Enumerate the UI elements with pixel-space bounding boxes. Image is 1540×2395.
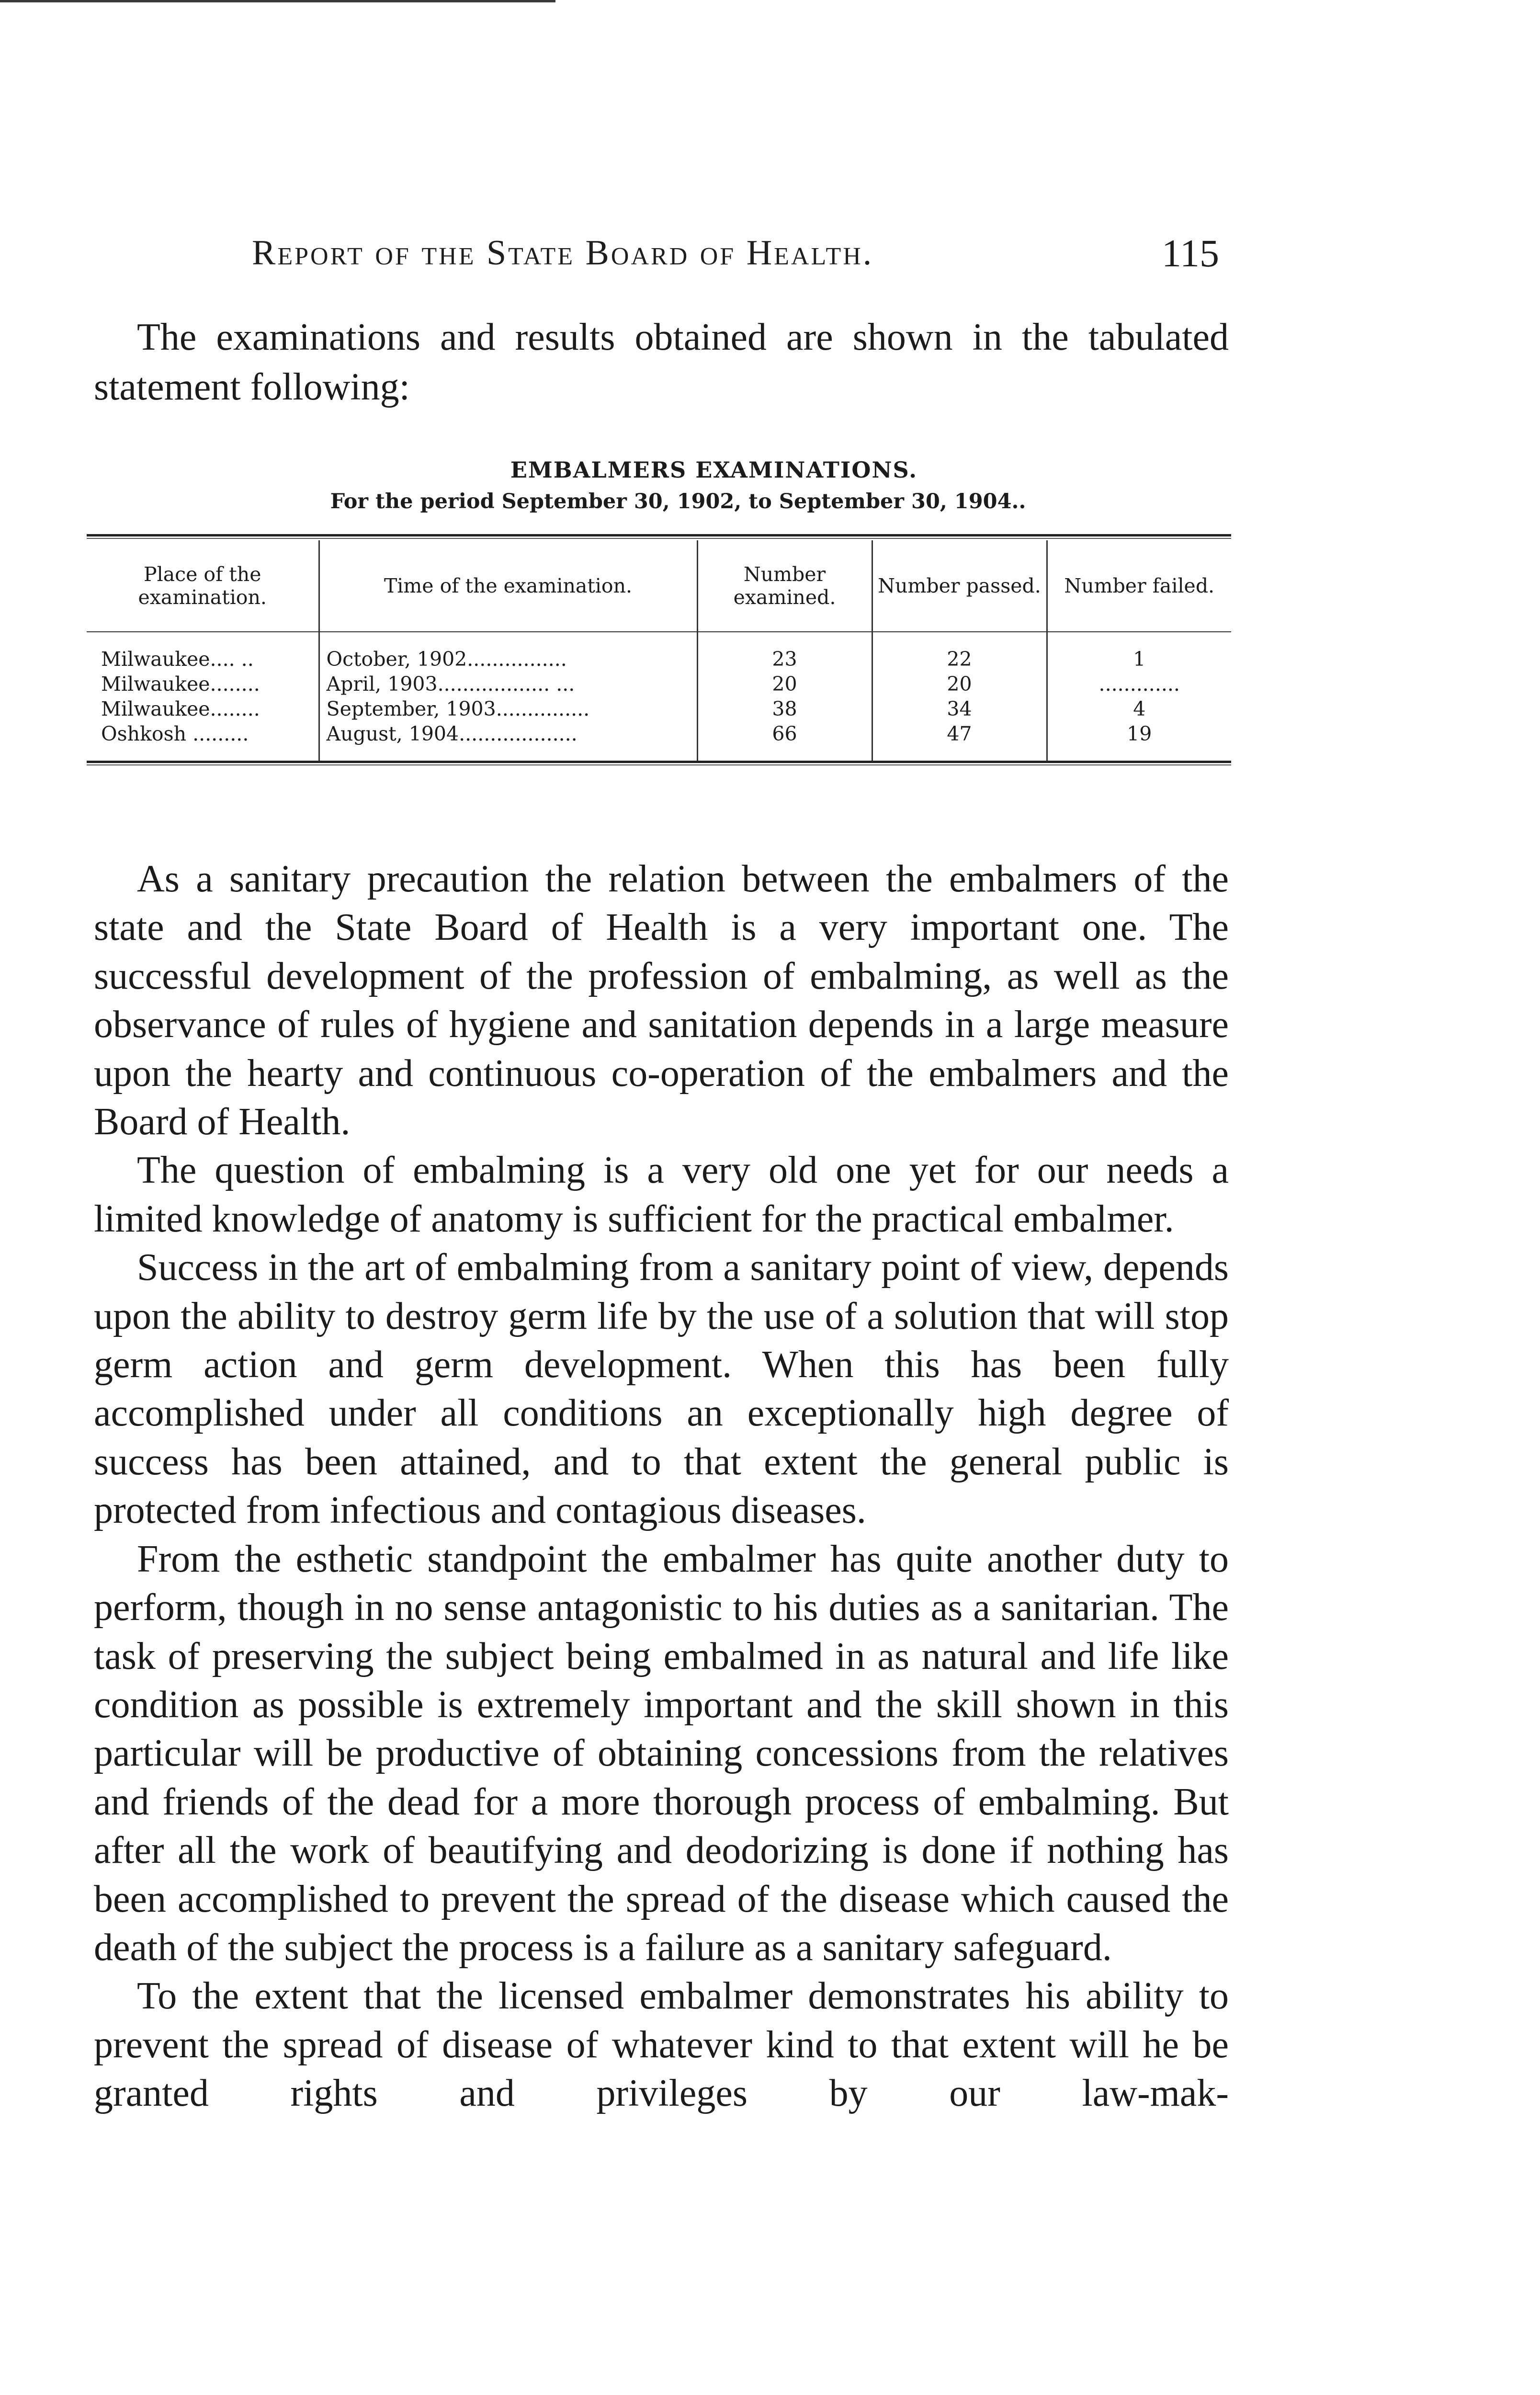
table-row (87, 672, 1231, 696)
cell-time: September, 1903............... (319, 696, 697, 721)
cell-examined: 38 (697, 696, 872, 721)
header-place: Place of the examination. (87, 540, 319, 632)
cell-failed: ............. (1047, 672, 1231, 696)
paragraph-licensed-embalmer: To the extent that the licensed embalmer demonstrates his ability to prevent the spread of disease of whatever kind to that extent will he be granted rights and privileges by our law-mak- (94, 1975, 1229, 2115)
page-number: 115 (1162, 231, 1219, 275)
table-row (87, 721, 1231, 761)
cell-place: Milwaukee........ (101, 697, 260, 720)
cell-passed: 20 (872, 672, 1047, 696)
top-edge-rule (0, 0, 555, 2)
running-title: Report of the State Board of Health. (252, 233, 874, 273)
table-subtitle: For the period September 30, 1902, to September 30, 1904.. (330, 490, 1026, 513)
table-header-row (87, 540, 1231, 632)
cell-examined: 66 (697, 721, 872, 761)
cell-place: Milwaukee.... .. (101, 648, 254, 671)
header-examined: Number examined. (697, 540, 872, 632)
paragraph-esthetic-standpoint: From the esthetic standpoint the embalmer has quite another duty to perform, though in no sense antagonistic to his duties as a sanitarian. The task of preserving the subject being embalmed in as natural and life like condition as possible is extremely important and the skill shown in this particular will be productive of obtaining concessions from the relatives and friends of the dead for a more thorough process of embalming. But after all the work of beautifying and deodorizing is done if nothing has been accomplished to prevent the spread of the disease which caused the death of the subject the process is a failure as a sanitary safeguard. (94, 1538, 1229, 1969)
cell-time: April, 1903.................. ... (319, 672, 697, 696)
table-title: EMBALMERS EXAMINATIONS. (510, 457, 918, 483)
cell-failed: 4 (1047, 696, 1231, 721)
intro-paragraph: The examinations and results obtained are shown in the tabulated statement following: (94, 316, 1229, 408)
cell-passed: 47 (872, 721, 1047, 761)
paragraph-sanitary-precaution: As a sanitary precaution the relation between the embalmers of the state and the State Board of Health is a very important one. The successful development of the profession of embalming, as well as the observance of rules of hygiene and sanitation depends in a large measure upon the hearty and continuous co-operation of the embalmers and the Board of Health. (94, 858, 1229, 1143)
cell-passed: 34 (872, 696, 1047, 721)
cell-place: Oshkosh ......... (101, 722, 249, 745)
cell-examined: 23 (697, 647, 872, 672)
cell-place: Milwaukee........ (101, 673, 260, 696)
table-spacer-row (87, 632, 1231, 647)
cell-passed: 22 (872, 647, 1047, 672)
table-caption (94, 455, 1229, 518)
header-passed: Number passed. (872, 540, 1047, 632)
table-bottom-rule (87, 761, 1231, 765)
cell-examined: 20 (697, 672, 872, 696)
body-text (94, 855, 1229, 2118)
header-failed: Number failed. (1047, 540, 1231, 632)
cell-time: October, 1902................ (319, 647, 697, 672)
header-time: Time of the examination. (319, 540, 697, 632)
cell-failed: 19 (1047, 721, 1231, 761)
cell-time: August, 1904................... (319, 721, 697, 761)
examinations-table-wrapper (87, 534, 1231, 765)
paragraph-question-of-embalming: The question of embalming is a very old one yet for our needs a limited knowledge of anatomy is sufficient for the practical embalmer. (94, 1149, 1229, 1240)
examinations-table (87, 540, 1231, 761)
running-head (94, 233, 1229, 276)
table-row (87, 696, 1231, 721)
paragraph-success-in-embalming: Success in the art of embalming from a sanitary point of view, depends upon the ability to destroy germ life by the use of a solution that will stop germ action and germ development. When this has been fully accomplished under all conditions an exceptionally high degree of success has been attained, and to that extent the general public is protected from infectious and contagious diseases. (94, 1246, 1229, 1532)
cell-failed: 1 (1047, 647, 1231, 672)
table-row (87, 647, 1231, 672)
